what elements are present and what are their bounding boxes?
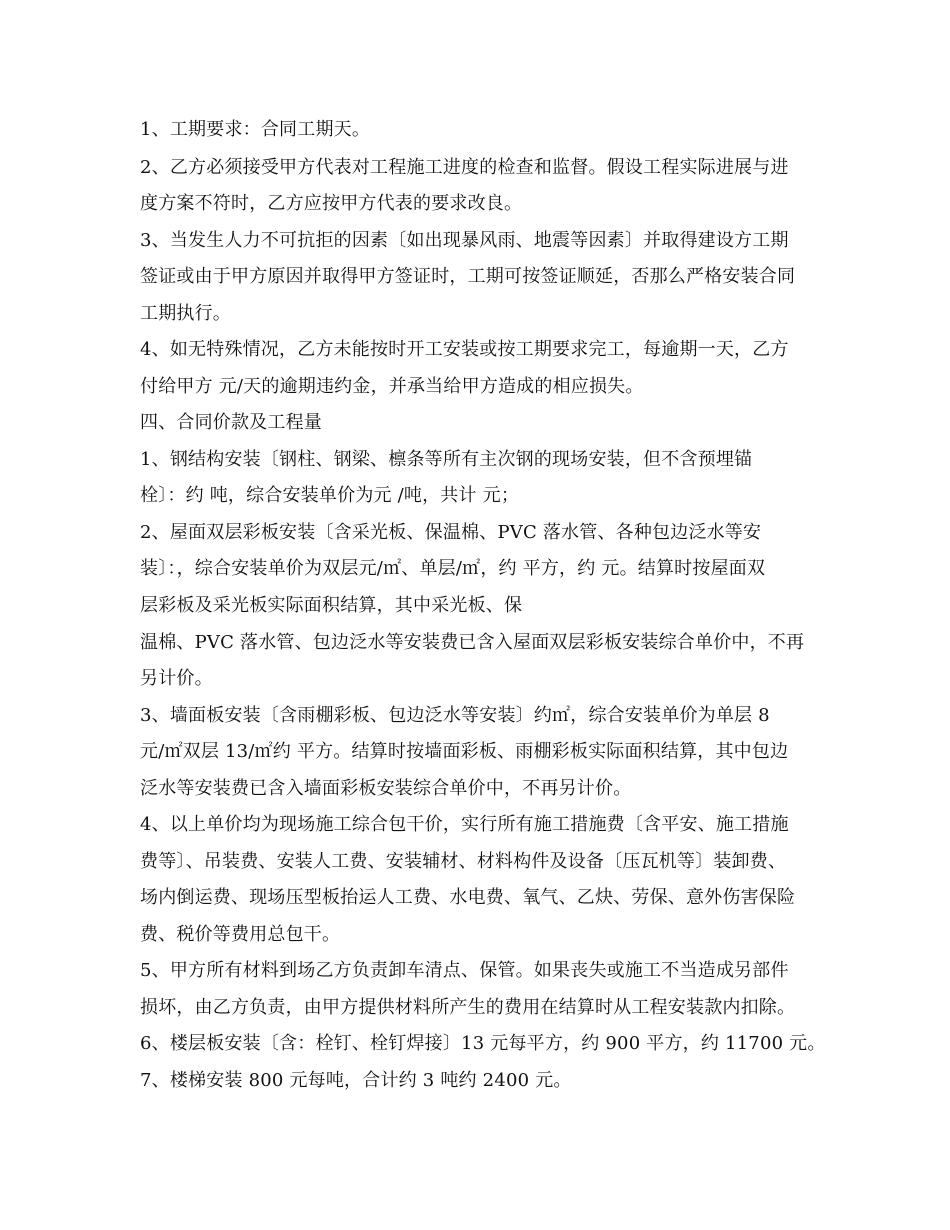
text-line: 元/㎡双层 13/㎡约 平方。结算时按墙面彩板、雨棚彩板实际面积结算，其中包边 [140, 741, 789, 762]
text-line: 3、墙面板安装〔含雨棚彩板、包边泛水等安装〕约㎡，综合安装单价为单层 8 [140, 705, 770, 726]
text-line: 3、当发生人力不可抗拒的因素〔如出现暴风雨、地震等因素〕并取得建设方工期 [140, 230, 789, 251]
text-line: 另计价。 [140, 668, 213, 689]
text-line: 场内倒运费、现场压型板抬运人工费、水电费、氧气、乙炔、劳保、意外伤害保险 [140, 887, 796, 908]
text-line: 工期执行。 [140, 303, 231, 324]
text-line: 温棉、PVC 落水管、包边泛水等安装费已含入屋面双层彩板安装综合单价中，不再 [140, 632, 805, 653]
text-line: 签证或由于甲方原因并取得甲方签证时，工期可按签证顺延，否那么严格安装合同 [140, 266, 796, 287]
text-line: 装〕：，综合安装单价为双层元/㎡、单层/㎡，约 平方，约 元。结算时按屋面双 [140, 558, 766, 579]
text-line: 付给甲方 元/天的逾期违约金，并承当给甲方造成的相应损失。 [140, 376, 644, 397]
section-heading: 四、合同价款及工程量 [140, 412, 322, 433]
text-line: 1、钢结构安装〔钢柱、钢梁、檩条等所有主次钢的现场安装，但不含预埋锚 [140, 449, 753, 470]
text-line: 层彩板及采光板实际面积结算，其中采光板、保 [140, 595, 523, 616]
text-line: 2、屋面双层彩板安装〔含采光板、保温棉、PVC 落水管、各种包边泛水等安 [140, 522, 762, 543]
text-line: 2、乙方必须接受甲方代表对工程施工进度的检查和监督。假设工程实际进展与进 [140, 157, 789, 178]
text-line: 7、楼梯安装 800 元每吨，合计约 3 吨约 2400 元。 [140, 1070, 572, 1091]
text-line: 费等〕、吊装费、安装人工费、安装辅材、材料构件及设备〔压瓦机等〕装卸费、 [140, 851, 787, 872]
text-line: 度方案不符时，乙方应按甲方代表的要求改良。 [140, 193, 523, 214]
text-line: 泛水等安装费已含入墙面彩板安装综合单价中，不再另计价。 [140, 778, 632, 799]
text-line: 1、工期要求：合同工期天。 [140, 119, 371, 140]
text-line: 损坏，由乙方负责，由甲方提供材料所产生的费用在结算时从工程安装款内扣除。 [140, 997, 796, 1018]
text-line: 费、税价等费用总包干。 [140, 924, 341, 945]
text-line: 6、楼层板安装〔含：栓钉、栓钉焊接〕13 元每平方，约 900 平方，约 11700 元。 [140, 1033, 826, 1054]
text-line: 4、以上单价均为现场施工综合包干价，实行所有施工措施费〔含平安、施工措施 [140, 814, 789, 835]
text-line: 4、如无特殊情况，乙方未能按时开工安装或按工期要求完工，每逾期一天，乙方 [140, 339, 789, 360]
text-line: 栓〕：约 吨，综合安装单价为元 /吨，共计 元； [140, 485, 520, 506]
text-line: 5、甲方所有材料到场乙方负责卸车清点、保管。如果丧失或施工不当造成另部件 [140, 960, 789, 981]
